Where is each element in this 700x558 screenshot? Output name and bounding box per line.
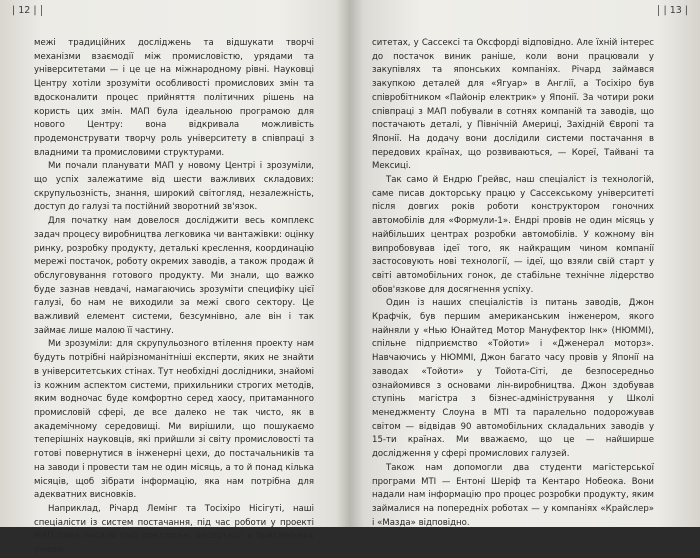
left-page: [0, 0, 350, 556]
paragraph: Ми почали планувати МАП у новому Центрі і зрозуміли, що успіх залежатиме від шести важливих складових: скрупульозність, знання, широкий світогляд, незалежність, доступ до галузі та постійний зворотний зв'язок.: [34, 161, 314, 213]
paragraph: Також нам допомогли два студенти магістерської програми МТІ — Ентоні Шеріф та Кентаро Нобеока. Вони надали нам інформацію про процес розробки продукту, яким займалися на попередніх роботах — у компаніях «Крайслер» і «Мазда» відповідно.: [372, 462, 654, 528]
right-page-text: [372, 37, 654, 530]
paragraph: ситетах, у Сассексі та Оксфорді відповідно. Але їхній інтерес до постачок виник раніше, коли вони працювали у закупівлях та японських компаніях. Річард займався закупкою деталей для «Ягуар» в Англії, а Тосіхіро був співробітником «Пайонір електрик» у Японії. За чотири роки співпраці з МАП побували в сотнях компаній та заводів, що постачають деталі, у Північній Америці, Західній Європі та Японії. На додачу вони дослідили системи постачання в передових країнах, що розвиваються, — Кореї, Тайвані та Мексиці.: [372, 38, 654, 172]
left-page-text: [34, 37, 314, 558]
paragraph: Наприклад, Річард Лемінг та Тосіхіро Нісігуті, наші спеціалісти із систем постачання, під час роботи у проекті МАП саме писали свої докторські дисертації в британських універ-: [34, 503, 314, 556]
paragraph: межі традиційних досліджень та відшукати творчі механізми взаємодії між промисловістю, урядами та університетами — і це це на міжнародному рівні. Науковці Центру хотіли зрозуміти особливості промислових змін та вдосконалити процес прийняття політичних рішень на користь цих змін. МАП була ідеальною програмою для нового Центру: вона відкривала можливість продемонструвати творчу роль університету в співпраці з владними та промисловими структурами.: [34, 38, 314, 158]
page-number-right: | 13 |: [658, 5, 692, 16]
paragraph: Один із наших спеціалістів із питань заводів, Джон Крафчік, був першим американським інженером, якого найняли у «Нью Юнайтед Мотор Мануфектор Інк» (НЮММІ), спільне підприємство «Тойоти» і «Дженерал моторз». Навчаючись у НЮММІ, Джон багато часу провів у Японії на заводах «Тойоти» у Тойота-Сіті, де безпосередньо ознайомився з основами лін-виробництва. Джон здобував ступінь магістра з бізнес-адміністрування у Школі менеджменту Слоуна в МТІ та паралельно подорожував світом — відвідав 90 автомобільних складальних заводів у 15-ти країнах. Ми вважаємо, що це — найширше дослідження у сфері промислових галузей.: [372, 298, 654, 460]
paragraph: Для початку нам довелося досліджити весь комплекс задач процесу виробництва легковика чи вантажівки: оцінку ринку, розробку продукту, деталькі креслення, координацію мережі постачок, роботу окремих заводів, а також продаж й обслуговування готового продукту. Ми знали, що важко буде зазнав невдачі, намагаючись зрозуміти специфіку цієї галузі, бо нам не виходили за межі свого сектору. Це важливий елемент системи, безсумнівно, але він і так займає лише малою її частину.: [34, 216, 314, 336]
paragraph: Так само й Ендрю Грейвс, наш спеціаліст із технологій, саме писав докторську працю у Сассекському університеті після довгих років роботи конструктором гоночних автомобілів для «Формули-1». Ендрі провів не один місяць у найбільших центрах розробки автомобілів. У кожному він випробовував ідеї того, як найкращим чином компанії застосовують нові технології, — ідеї, що взяли свій старт у світі автомобільних гонок, де стабільне технічне лідерство обов'язкове для досягнення успіху.: [372, 175, 654, 295]
page-number-left: | 12 |: [6, 5, 42, 16]
paragraph: Ми зрозуміли: для скрупульозного втілення проекту нам будуть потрібні найрізноманітніші експерти, яких не знайти в університетських стінах. Тут необхідні дослідники, знайомі із кожним аспектом системи, прихильники строгих методів, яким водночас буде комфортно серед хаосу, притаманного промисловій сфері, де все далеко не так чисто, як в академічному середовищі. Ми вирішили, що пошукаємо теперішніх науковців, які прийшли зі світу промисловості та готові повернутися в інженерні цехи, до постачальників та на заводи і провести там не один місяць, а то й понад кілька місяців, щоб зібрати інформацію, яка нам потрібна для адекватних висновків.: [34, 339, 314, 501]
